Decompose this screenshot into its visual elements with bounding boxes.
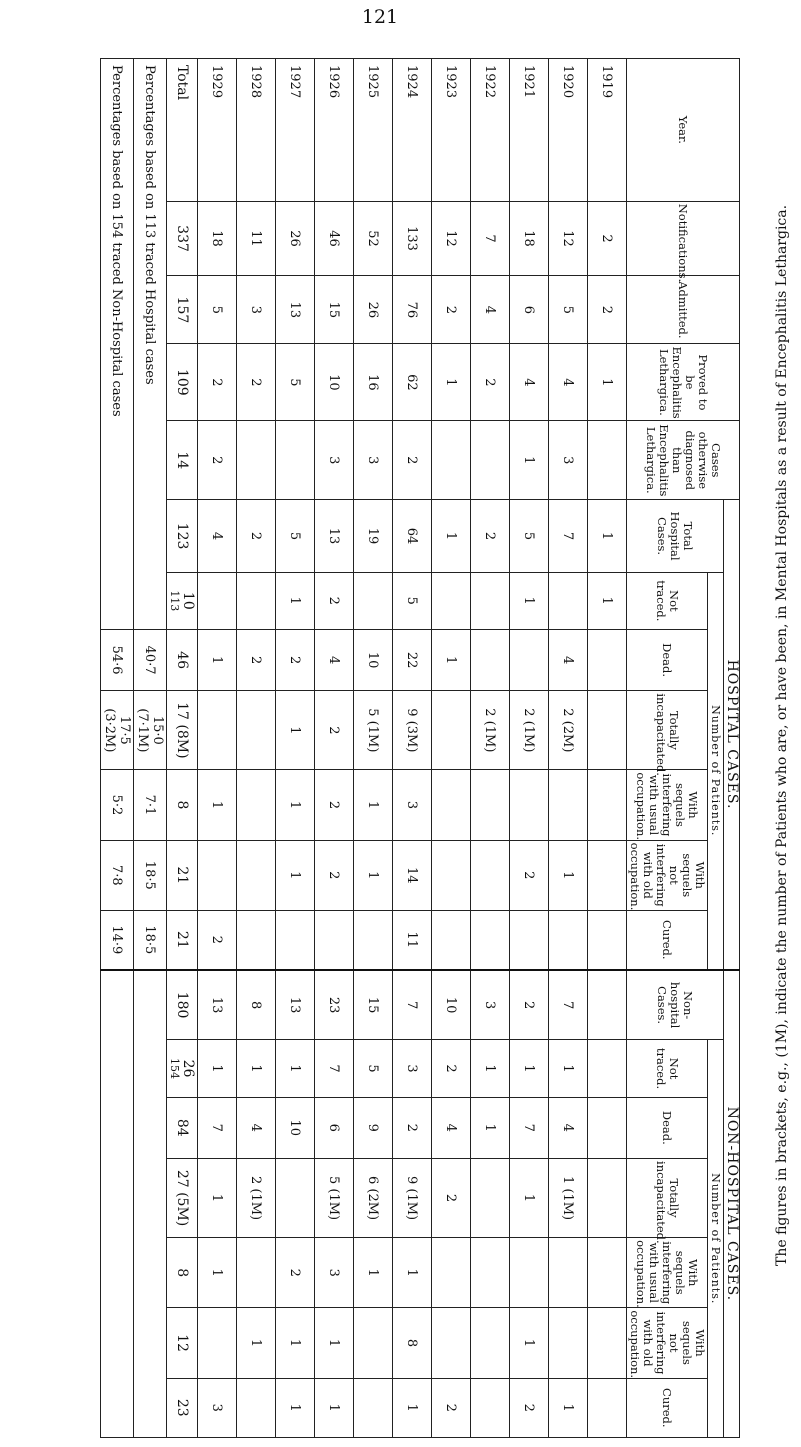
otherwise-cell <box>276 421 315 500</box>
h-cured-cell <box>549 910 588 969</box>
year-cell: 1925 <box>354 59 393 202</box>
table-row <box>198 59 237 1438</box>
total-nh-old: 12 <box>167 1308 198 1378</box>
non-hospital-cases-header: NON-HOSPITAL CASES. <box>724 970 740 1438</box>
h-not-traced-cell: 1 <box>510 572 549 629</box>
hospital-cases-cell: 2 <box>471 500 510 572</box>
proved-cell: 62 <box>393 344 432 421</box>
total-h-not-traced: 10 113 <box>167 572 198 629</box>
nh-old-cell: 1 <box>510 1308 549 1378</box>
h-old-cell: 1 <box>549 840 588 910</box>
nh-dead-cell: 2 <box>393 1097 432 1158</box>
proved-cell: 16 <box>354 344 393 421</box>
non-hospital-cases-column-header: Non-hospital Cases. <box>627 970 724 1040</box>
nh-incapacitated-cell <box>588 1159 627 1238</box>
nh-incapacitated-header: Totally incapacitated. <box>627 1159 708 1238</box>
encephalitis-table <box>100 58 740 1438</box>
hospital-cases-cell: 5 <box>510 500 549 572</box>
otherwise-cell <box>588 421 627 500</box>
h-usual-cell: 1 <box>354 770 393 840</box>
notifications-cell: 26 <box>276 201 315 276</box>
nh-usual-occupation-header: With sequels interfering with usual occupation. <box>627 1238 708 1308</box>
nh-not-traced-cell: 5 <box>354 1040 393 1097</box>
otherwise-cell: 3 <box>354 421 393 500</box>
hospital-cases-header: HOSPITAL CASES. <box>724 500 740 970</box>
year-cell: 1920 <box>549 59 588 202</box>
nh-cured-cell <box>237 1378 276 1437</box>
nh-usual-cell <box>510 1238 549 1308</box>
nh-incapacitated-cell: 2 <box>432 1159 471 1238</box>
h-cured-cell <box>471 910 510 969</box>
notifications-cell: 133 <box>393 201 432 276</box>
h-cured-cell <box>588 910 627 969</box>
h-dead-cell: 4 <box>315 629 354 690</box>
admitted-cell: 13 <box>276 276 315 344</box>
admitted-cell: 15 <box>315 276 354 344</box>
total-h-incapacitated: 17 (8M) <box>167 691 198 770</box>
proved-cell: 2 <box>471 344 510 421</box>
h-usual-cell <box>588 770 627 840</box>
proved-encephalitis-header: Proved to be Encephalitis Lethargica. <box>627 344 740 421</box>
proved-cell: 1 <box>432 344 471 421</box>
nh-cases-cell: 7 <box>549 970 588 1040</box>
table-row <box>432 59 471 1438</box>
pct-h-dead: 40·7 <box>134 629 167 690</box>
total-nh-cases: 180 <box>167 970 198 1040</box>
otherwise-cell: 2 <box>198 421 237 500</box>
h-cured-cell <box>315 910 354 969</box>
nh-usual-cell <box>471 1238 510 1308</box>
nh-not-traced-cell: 1 <box>276 1040 315 1097</box>
admitted-cell: 6 <box>510 276 549 344</box>
pct-nh-dead: 54·6 <box>101 629 134 690</box>
h-old-cell <box>432 840 471 910</box>
table-row <box>393 59 432 1438</box>
year-cell: 1921 <box>510 59 549 202</box>
nh-usual-cell: 1 <box>393 1238 432 1308</box>
nh-old-cell <box>471 1308 510 1378</box>
year-header: Year. <box>627 59 740 202</box>
nh-cured-cell: 1 <box>315 1378 354 1437</box>
nh-old-cell: 1 <box>276 1308 315 1378</box>
hospital-traced-total: 113 <box>168 590 181 612</box>
h-not-traced-cell <box>549 572 588 629</box>
otherwise-cell: 3 <box>549 421 588 500</box>
h-dead-cell <box>510 629 549 690</box>
h-not-traced-header: Not traced. <box>627 572 708 629</box>
nh-usual-cell: 2 <box>276 1238 315 1308</box>
h-dead-cell: 2 <box>276 629 315 690</box>
h-not-traced-cell <box>198 572 237 629</box>
nh-incapacitated-cell: 9 (1M) <box>393 1159 432 1238</box>
h-usual-cell <box>432 770 471 840</box>
total-proved: 109 <box>167 344 198 421</box>
nh-dead-cell <box>588 1097 627 1158</box>
admitted-cell: 4 <box>471 276 510 344</box>
h-usual-cell <box>237 770 276 840</box>
nh-incapacitated-cell: 1 (1M) <box>549 1159 588 1238</box>
nh-cases-cell: 23 <box>315 970 354 1040</box>
hospital-cases-cell: 13 <box>315 500 354 572</box>
h-dead-cell: 2 <box>237 629 276 690</box>
h-not-traced-cell: 2 <box>315 572 354 629</box>
total-nh-usual: 8 <box>167 1238 198 1308</box>
nh-incapacitated-cell <box>471 1159 510 1238</box>
h-usual-cell <box>471 770 510 840</box>
nh-incapacitated-cell: 5 (1M) <box>315 1159 354 1238</box>
h-usual-cell <box>549 770 588 840</box>
year-cell: 1926 <box>315 59 354 202</box>
nh-usual-cell <box>588 1238 627 1308</box>
h-incapacitated-cell: 2 (1M) <box>471 691 510 770</box>
nh-not-traced-cell: 2 <box>432 1040 471 1097</box>
h-old-cell: 1 <box>354 840 393 910</box>
proved-cell: 5 <box>276 344 315 421</box>
total-h-cured: 21 <box>167 910 198 969</box>
nh-cured-cell: 1 <box>393 1378 432 1437</box>
h-incapacitated-cell <box>237 691 276 770</box>
h-cured-cell <box>354 910 393 969</box>
nh-cured-cell: 1 <box>276 1378 315 1437</box>
h-dead-cell <box>471 629 510 690</box>
h-old-cell <box>588 840 627 910</box>
admitted-cell: 5 <box>198 276 237 344</box>
year-cell: 1928 <box>237 59 276 202</box>
table-caption: The figures in brackets, e.g., (1M), indicate the number of Patients who are, or have been, in Mental Hospitals as a result of Encephalitis Lethargica. <box>774 204 790 1266</box>
pct-nh-old: 7·8 <box>101 840 134 910</box>
h-dead-cell: 22 <box>393 629 432 690</box>
total-nh-dead: 84 <box>167 1097 198 1158</box>
notifications-cell: 18 <box>510 201 549 276</box>
h-cured-cell: 2 <box>198 910 237 969</box>
nh-dead-cell: 1 <box>471 1097 510 1158</box>
admitted-cell: 2 <box>588 276 627 344</box>
nh-cases-cell: 2 <box>510 970 549 1040</box>
total-label: Total <box>167 59 198 202</box>
nh-usual-cell <box>237 1238 276 1308</box>
total-hospital-cases: 123 <box>167 500 198 572</box>
nh-cases-cell: 13 <box>198 970 237 1040</box>
nh-not-traced-cell: 1 <box>549 1040 588 1097</box>
table-row <box>315 59 354 1438</box>
h-dead-header: Dead. <box>627 629 708 690</box>
year-cell: 1923 <box>432 59 471 202</box>
nh-cases-cell: 3 <box>471 970 510 1040</box>
hospital-cases-cell: 64 <box>393 500 432 572</box>
nh-cured-cell <box>354 1378 393 1437</box>
nh-cured-cell: 2 <box>432 1378 471 1437</box>
hospital-cases-cell: 7 <box>549 500 588 572</box>
h-old-cell: 1 <box>276 840 315 910</box>
nh-old-cell: 8 <box>393 1308 432 1378</box>
pct-h-incapacitated: 15·0 (7·1M) <box>134 691 167 770</box>
h-usual-cell: 2 <box>315 770 354 840</box>
notifications-header: Notifications. <box>627 201 740 276</box>
proved-cell: 4 <box>510 344 549 421</box>
h-cured-cell <box>237 910 276 969</box>
otherwise-cell: 1 <box>510 421 549 500</box>
nh-usual-cell <box>432 1238 471 1308</box>
h-old-cell: 2 <box>315 840 354 910</box>
notifications-cell: 11 <box>237 201 276 276</box>
total-nh-cured: 23 <box>167 1378 198 1437</box>
nh-old-cell <box>432 1308 471 1378</box>
total-row <box>167 59 198 1438</box>
proved-cell: 4 <box>549 344 588 421</box>
nh-dead-cell: 7 <box>198 1097 237 1158</box>
otherwise-cell: 2 <box>393 421 432 500</box>
table-row <box>549 59 588 1438</box>
nh-cases-cell: 8 <box>237 970 276 1040</box>
nh-cured-cell: 1 <box>549 1378 588 1437</box>
h-not-traced-cell <box>354 572 393 629</box>
hospital-cases-cell: 19 <box>354 500 393 572</box>
nh-not-traced-cell <box>588 1040 627 1097</box>
table-row <box>510 59 549 1438</box>
h-incapacitated-cell <box>588 691 627 770</box>
total-otherwise: 14 <box>167 421 198 500</box>
table-body <box>198 59 627 1438</box>
hospital-number-of-patients-header: Number of Patients. <box>708 572 724 969</box>
hospital-cases-cell: 4 <box>198 500 237 572</box>
nh-old-cell: 1 <box>315 1308 354 1378</box>
pct-nh-cured: 14·9 <box>101 910 134 969</box>
nh-not-traced-cell: 3 <box>393 1040 432 1097</box>
hospital-cases-cell: 2 <box>237 500 276 572</box>
percentage-row-non-hospital <box>101 59 134 1438</box>
pct-h-old: 18·5 <box>134 840 167 910</box>
otherwise-cell: 3 <box>315 421 354 500</box>
table-wrapper <box>100 58 740 1438</box>
nh-incapacitated-cell: 1 <box>510 1159 549 1238</box>
nh-dead-cell: 4 <box>432 1097 471 1158</box>
notifications-cell: 7 <box>471 201 510 276</box>
nh-cases-cell: 13 <box>276 970 315 1040</box>
otherwise-cell <box>471 421 510 500</box>
nh-cured-cell: 3 <box>198 1378 237 1437</box>
h-not-traced-cell <box>432 572 471 629</box>
h-old-occupation-header: With sequels not interfering with old occupation. <box>627 840 708 910</box>
nh-old-cell <box>198 1308 237 1378</box>
nh-old-cell: 1 <box>237 1308 276 1378</box>
nh-usual-cell: 3 <box>315 1238 354 1308</box>
nh-usual-cell: 1 <box>354 1238 393 1308</box>
page-number: 121 <box>361 6 399 28</box>
h-cured-header: Cured. <box>627 910 708 969</box>
h-dead-cell: 1 <box>198 629 237 690</box>
admitted-cell: 2 <box>432 276 471 344</box>
otherwise-cell <box>432 421 471 500</box>
admitted-cell: 3 <box>237 276 276 344</box>
nh-old-cell <box>354 1308 393 1378</box>
h-not-traced-cell <box>471 572 510 629</box>
nh-dead-cell: 4 <box>237 1097 276 1158</box>
pct-h-cured: 18·5 <box>134 910 167 969</box>
notifications-cell: 18 <box>198 201 237 276</box>
h-cured-cell <box>510 910 549 969</box>
nh-cured-cell: 2 <box>510 1378 549 1437</box>
h-cured-cell <box>432 910 471 969</box>
non-hospital-number-of-patients-header: Number of Patients. <box>708 1040 724 1438</box>
percentage-row-hospital <box>134 59 167 1438</box>
admitted-header: Admitted. <box>627 276 740 344</box>
total-h-usual: 8 <box>167 770 198 840</box>
otherwise-diagnosed-header: Cases otherwise diagnosed than Encephalitis Lethargica. <box>627 421 740 500</box>
notifications-cell: 12 <box>549 201 588 276</box>
total-admitted: 157 <box>167 276 198 344</box>
h-incapacitated-cell: 2 (2M) <box>549 691 588 770</box>
h-usual-cell: 1 <box>198 770 237 840</box>
total-nh-not-traced: 26 154 <box>167 1040 198 1097</box>
nh-old-occupation-header: With sequels not interfering with old occupation. <box>627 1308 708 1378</box>
pct-non-hospital-nh-blank <box>101 970 134 1438</box>
pct-hospital-nh-blank <box>134 970 167 1438</box>
total-h-dead: 46 <box>167 629 198 690</box>
nh-not-traced-cell: 7 <box>315 1040 354 1097</box>
nh-dead-cell: 4 <box>549 1097 588 1158</box>
h-old-cell: 14 <box>393 840 432 910</box>
admitted-cell: 76 <box>393 276 432 344</box>
otherwise-cell <box>237 421 276 500</box>
h-cured-cell: 11 <box>393 910 432 969</box>
nh-incapacitated-cell <box>276 1159 315 1238</box>
h-incapacitated-cell: 1 <box>276 691 315 770</box>
nh-incapacitated-cell: 1 <box>198 1159 237 1238</box>
pct-h-usual: 7·1 <box>134 770 167 840</box>
hospital-cases-cell: 1 <box>432 500 471 572</box>
h-usual-occupation-header: With sequels interfering with usual occupation. <box>627 770 708 840</box>
h-dead-cell: 4 <box>549 629 588 690</box>
nh-not-traced-cell: 1 <box>510 1040 549 1097</box>
h-usual-cell: 1 <box>276 770 315 840</box>
proved-cell: 2 <box>237 344 276 421</box>
nh-old-cell <box>549 1308 588 1378</box>
year-cell: 1924 <box>393 59 432 202</box>
nh-dead-header: Dead. <box>627 1097 708 1158</box>
h-incapacitated-cell: 9 (3M) <box>393 691 432 770</box>
h-incapacitated-cell: 2 (1M) <box>510 691 549 770</box>
table-row <box>471 59 510 1438</box>
nh-cases-cell <box>588 970 627 1040</box>
nh-cases-cell: 10 <box>432 970 471 1040</box>
h-old-cell <box>237 840 276 910</box>
h-dead-cell <box>588 629 627 690</box>
nh-incapacitated-cell: 2 (1M) <box>237 1159 276 1238</box>
nh-dead-cell: 10 <box>276 1097 315 1158</box>
year-cell: 1919 <box>588 59 627 202</box>
table-row <box>237 59 276 1438</box>
nh-dead-cell: 7 <box>510 1097 549 1158</box>
admitted-cell: 26 <box>354 276 393 344</box>
nh-not-traced-cell: 1 <box>237 1040 276 1097</box>
pct-nh-incapacitated: 17·5 (3·2M) <box>101 691 134 770</box>
pct-non-hospital-label: Percentages based on 154 traced Non-Hospital cases <box>101 59 134 630</box>
nh-not-traced-cell: 1 <box>198 1040 237 1097</box>
nh-dead-cell: 9 <box>354 1097 393 1158</box>
h-usual-cell <box>510 770 549 840</box>
admitted-cell: 5 <box>549 276 588 344</box>
total-hospital-cases-header: Total Hospital Cases. <box>627 500 724 572</box>
hospital-cases-cell: 5 <box>276 500 315 572</box>
pct-hospital-label: Percentages based on 113 traced Hospital cases <box>134 59 167 630</box>
nh-incapacitated-cell: 6 (2M) <box>354 1159 393 1238</box>
h-old-cell <box>471 840 510 910</box>
year-cell: 1927 <box>276 59 315 202</box>
notifications-cell: 52 <box>354 201 393 276</box>
h-not-traced-cell: 1 <box>588 572 627 629</box>
h-incapacitated-cell <box>432 691 471 770</box>
nh-cases-cell: 15 <box>354 970 393 1040</box>
h-old-cell: 2 <box>510 840 549 910</box>
table-row <box>354 59 393 1438</box>
nh-cases-cell: 7 <box>393 970 432 1040</box>
h-incapacitated-cell <box>198 691 237 770</box>
notifications-cell: 46 <box>315 201 354 276</box>
h-dead-cell: 10 <box>354 629 393 690</box>
rotated-table-container <box>100 58 740 1438</box>
table-row <box>276 59 315 1438</box>
total-notifications: 337 <box>167 201 198 276</box>
h-usual-cell: 3 <box>393 770 432 840</box>
nh-dead-cell: 6 <box>315 1097 354 1158</box>
year-cell: 1929 <box>198 59 237 202</box>
nh-cured-cell <box>588 1378 627 1437</box>
nh-usual-cell: 1 <box>198 1238 237 1308</box>
proved-cell: 2 <box>198 344 237 421</box>
h-old-cell <box>198 840 237 910</box>
non-hospital-traced-total: 154 <box>168 1058 181 1080</box>
year-cell: 1922 <box>471 59 510 202</box>
hospital-cases-cell: 1 <box>588 500 627 572</box>
nh-not-traced-header: Not traced. <box>627 1040 708 1097</box>
total-nh-incapacitated: 27 (5M) <box>167 1159 198 1238</box>
h-not-traced-cell <box>237 572 276 629</box>
table-row <box>588 59 627 1438</box>
nh-usual-cell <box>549 1238 588 1308</box>
notifications-cell: 12 <box>432 201 471 276</box>
nh-not-traced-cell: 1 <box>471 1040 510 1097</box>
h-incapacitated-cell: 5 (1M) <box>354 691 393 770</box>
total-h-old: 21 <box>167 840 198 910</box>
nh-cured-header: Cured. <box>627 1378 708 1437</box>
h-incapacitated-header: Totally incapacitated. <box>627 691 708 770</box>
notifications-cell: 2 <box>588 201 627 276</box>
h-cured-cell <box>276 910 315 969</box>
h-not-traced-cell: 1 <box>276 572 315 629</box>
nh-old-cell <box>588 1308 627 1378</box>
h-not-traced-cell: 5 <box>393 572 432 629</box>
h-dead-cell: 1 <box>432 629 471 690</box>
h-incapacitated-cell: 2 <box>315 691 354 770</box>
nh-cured-cell <box>471 1378 510 1437</box>
pct-nh-usual: 5·2 <box>101 770 134 840</box>
proved-cell: 10 <box>315 344 354 421</box>
proved-cell: 1 <box>588 344 627 421</box>
